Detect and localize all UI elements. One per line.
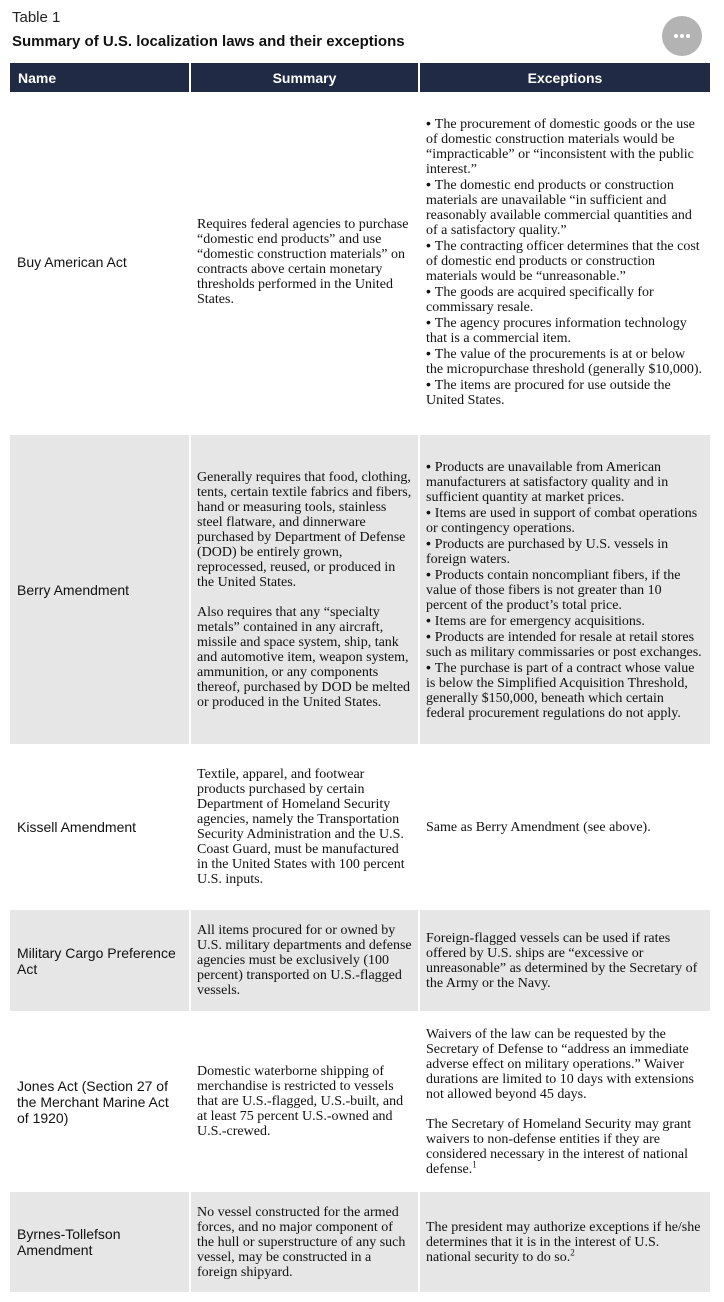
law-name: Byrnes-Tollefson Amendment	[10, 1192, 191, 1295]
summary-paragraph: Textile, apparel, and footwear products purchased by certain Department of Homeland Security agencies, namely the Transportation Security Administration and the U.S. Coast Guard, must be manufactured in the United States with 100 percent U.S. inputs.	[197, 767, 405, 887]
exception-bullet: • The purchase is part of a contract whose value is below the Simplified Acquisition Threshold, generally $150,000, beneath which certain federal procurement regulations do not apply.	[426, 658, 695, 721]
table-row	[10, 1192, 710, 1295]
law-name: Military Cargo Preference Act	[10, 910, 191, 1014]
table-header-row	[10, 63, 710, 92]
table-row	[10, 92, 710, 435]
footnote-marker: 2	[570, 1246, 575, 1257]
footnote-marker: 1	[472, 1158, 477, 1169]
localization-laws-table	[10, 63, 710, 1295]
exception-text: Same as Berry Amendment (see above).	[426, 819, 651, 835]
exception-bullet: • Items are for emergency acquisitions.	[426, 611, 645, 629]
law-summary	[191, 747, 420, 910]
more-options-button[interactable]	[662, 16, 702, 56]
law-exceptions	[420, 435, 710, 747]
column-header-summary: Summary	[191, 63, 420, 92]
table-row	[10, 747, 710, 910]
exception-text: Foreign-flagged vessels can be used if rates offered by U.S. ships are “excessive or unreasonable” as determined by the Secretary of the Army or the Navy.	[426, 930, 698, 991]
law-summary	[191, 92, 420, 435]
more-horizontal-icon	[673, 33, 691, 39]
summary-paragraph: No vessel constructed for the armed forces, and no major component of the hull or superstructure of any such vessel, may be constructed in a foreign shipyard.	[197, 1204, 406, 1280]
column-header-name: Name	[10, 63, 191, 92]
table-title: Summary of U.S. localization laws and their exceptions	[12, 33, 405, 50]
law-summary	[191, 1014, 420, 1192]
law-name: Jones Act (Section 27 of the Merchant Marine Act of 1920)	[10, 1014, 191, 1192]
law-name: Kissell Amendment	[10, 747, 191, 910]
exception-bullet: • The value of the procurements is at or below the micropurchase threshold (generally $10,000).	[426, 345, 703, 377]
law-name: Berry Amendment	[10, 435, 191, 747]
summary-paragraph: Requires federal agencies to purchase “domestic end products” and use “domestic construction materials” on contracts above certain monetary thresholds performed in the United States.	[197, 217, 409, 307]
exception-bullet: • The agency procures information technology that is a commercial item.	[426, 314, 687, 346]
exception-bullet: • The procurement of domestic goods or the use of domestic construction materials would be “impracticable” or “inconsistent with the public interest.”	[426, 115, 695, 177]
exception-bullet: • The goods are acquired specifically for commissary resale.	[426, 283, 654, 315]
summary-paragraph: Domestic waterborne shipping of merchandise is restricted to vessels that are U.S.-flagged, U.S.-built, and at least 75 percent U.S.-owned and U.S.-crewed.	[197, 1064, 404, 1139]
exception-text: The president may authorize exceptions if he/she determines that it is in the interest of U.S. national security to do so.	[426, 1219, 701, 1265]
law-exceptions	[420, 92, 710, 435]
exception-bullet: • Products are unavailable from American manufacturers at satisfactory quality and in sufficient quantity at market prices.	[426, 457, 669, 505]
law-name: Buy American Act	[10, 92, 191, 435]
exception-bullet: • Products contain noncompliant fibers, if the value of those fibers is not greater than 10 percent of the product’s total price.	[426, 565, 681, 613]
law-summary	[191, 910, 420, 1014]
table-row	[10, 1014, 710, 1192]
exception-bullet: • The items are procured for use outside the United States.	[426, 376, 671, 408]
law-summary	[191, 435, 420, 747]
law-exceptions	[420, 1192, 710, 1295]
exception-text: The Secretary of Homeland Security may grant waivers to non-defense entities if they are considered necessary in the interest of national defense.	[426, 1116, 692, 1177]
summary-paragraph: Also requires that any “specialty metals” contained in any aircraft, missile and space system, ship, tank and automotive item, weapon system, ammunition, or any components thereof, purchased by DOD be melted or produced in the United States.	[197, 604, 411, 710]
law-exceptions	[420, 910, 710, 1014]
summary-paragraph: All items procured for or owned by U.S. military departments and defense agencies must be exclusively (100 percent) transported on U.S.-flagged vessels.	[197, 923, 412, 998]
exception-bullet: • The contracting officer determines that the cost of domestic end products or construction materials would be “unreasonable.”	[426, 237, 700, 284]
table-label: Table 1	[12, 9, 61, 26]
exception-text: Waivers of the law can be requested by the Secretary of Defense to “address an immediate adverse effect on military operations.” Waiver durations are limited to 10 days with extensions not allowed beyond 45 days.	[426, 1026, 694, 1102]
exception-bullet: • Products are purchased by U.S. vessels in foreign waters.	[426, 534, 669, 567]
table-header	[12, 8, 652, 52]
law-summary	[191, 1192, 420, 1295]
exception-bullet: • Items are used in support of combat operations or contingency operations.	[426, 503, 698, 536]
table-row	[10, 910, 710, 1014]
table-row	[10, 435, 710, 747]
summary-paragraph: Generally requires that food, clothing, tents, certain textile fabrics and fibers, hand or measuring tools, stainless steel flatware, and dinnerware purchased by Department of Defense (DOD) be entirely grown, reprocessed, reused, or produced in the United States.	[197, 469, 412, 590]
exception-bullet: • The domestic end products or construction materials are unavailable “in sufficient and reasonably available commercial quantities and of a satisfactory quality.”	[426, 176, 692, 238]
column-header-exceptions: Exceptions	[420, 63, 710, 92]
law-exceptions	[420, 747, 710, 910]
exception-bullet: • Products are intended for resale at retail stores such as military commissaries or post exchanges.	[426, 627, 702, 660]
law-exceptions	[420, 1014, 710, 1192]
